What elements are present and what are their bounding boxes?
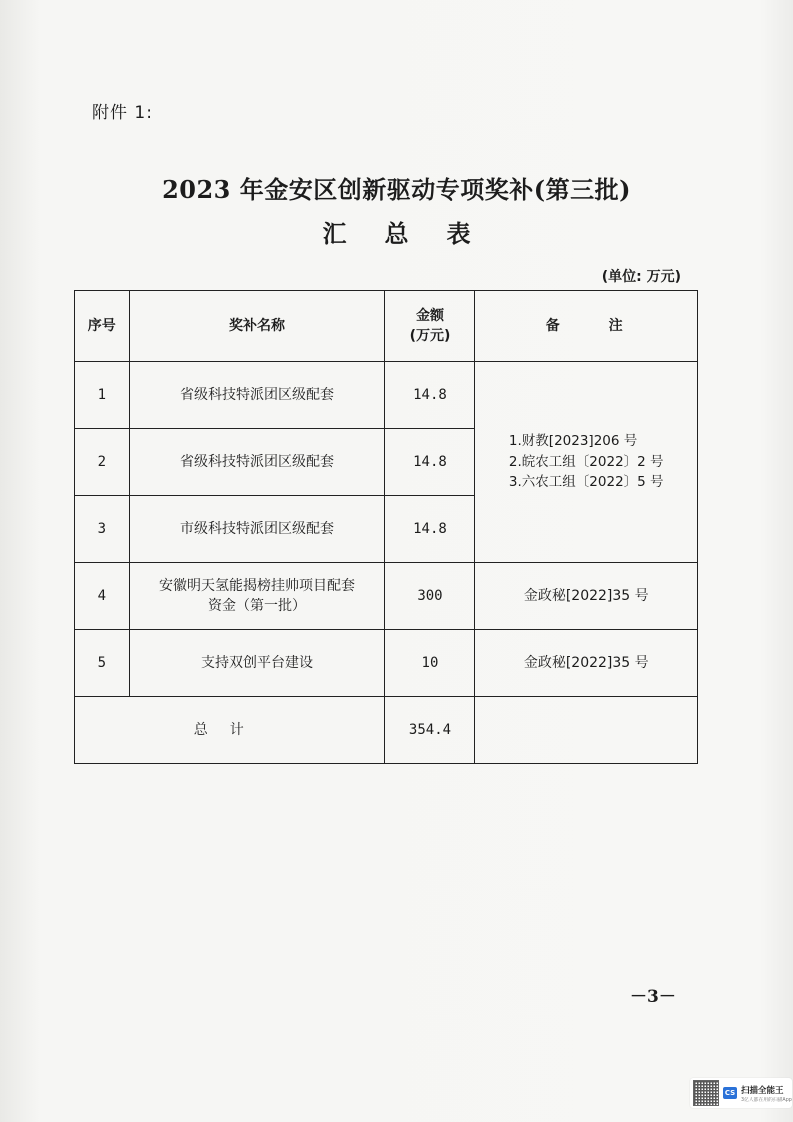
row-no: 1 [75, 362, 130, 429]
total-label: 总计 [75, 697, 385, 764]
remark-line: 1.财教[2023]206 号 [508, 432, 638, 449]
row-name: 省级科技特派团区级配套 [129, 362, 385, 429]
row-name: 市级科技特派团区级配套 [129, 496, 385, 563]
table-row [75, 563, 698, 630]
row-remark: 金政秘[2022]35 号 [475, 563, 698, 630]
qr-code-icon [693, 1080, 719, 1106]
unit-label: (单位: 万元) [601, 269, 681, 285]
total-row [75, 697, 698, 764]
header-remark: 备 注 [475, 291, 698, 362]
row-name [129, 563, 385, 630]
total-amount: 354.4 [385, 697, 475, 764]
table-row [75, 630, 698, 697]
scanner-app-name: 扫描全能王 [741, 1085, 784, 1096]
row-amount: 10 [385, 630, 475, 697]
row-no: 5 [75, 630, 130, 697]
page-number: －3－ [630, 987, 676, 1007]
row-amount: 300 [385, 563, 475, 630]
scanner-watermark [690, 1078, 792, 1108]
total-remark-empty [475, 697, 698, 764]
row-name-line2: 资金（第一批） [208, 598, 307, 614]
remark-line: 2.皖农工组〔2022〕2 号 [508, 453, 664, 470]
row-amount: 14.8 [385, 362, 475, 429]
row-no: 3 [75, 496, 130, 563]
row-name: 支持双创平台建设 [129, 630, 385, 697]
row-remark: 金政秘[2022]35 号 [475, 630, 698, 697]
table-header-row [75, 291, 698, 362]
scanner-tagline: 3亿人都在用的扫描App [741, 1097, 792, 1103]
row-no: 4 [75, 563, 130, 630]
document-subtitle: 汇总表 [322, 219, 509, 248]
header-amount-line1: 金额 [415, 307, 444, 324]
header-amount-line2: (万元) [409, 328, 451, 344]
row-amount: 14.8 [385, 496, 475, 563]
remark-line: 3.六农工组〔2022〕5 号 [508, 474, 664, 491]
summary-table [74, 290, 698, 764]
row-name-line1: 安徽明天氢能揭榜挂帅项目配套 [159, 577, 356, 594]
row-amount: 14.8 [385, 429, 475, 496]
header-no: 序号 [75, 291, 130, 362]
table-row [75, 362, 698, 429]
row-name: 省级科技特派团区级配套 [129, 429, 385, 496]
camscanner-logo-icon: CS [724, 1089, 736, 1097]
merged-remark-cell [475, 362, 698, 563]
header-name: 奖补名称 [129, 291, 385, 362]
header-amount [385, 291, 475, 362]
row-no: 2 [75, 429, 130, 496]
document-title: 2023 年金安区创新驱动专项奖补(第三批) [162, 175, 631, 204]
attachment-label: 附件 1: [92, 103, 153, 123]
